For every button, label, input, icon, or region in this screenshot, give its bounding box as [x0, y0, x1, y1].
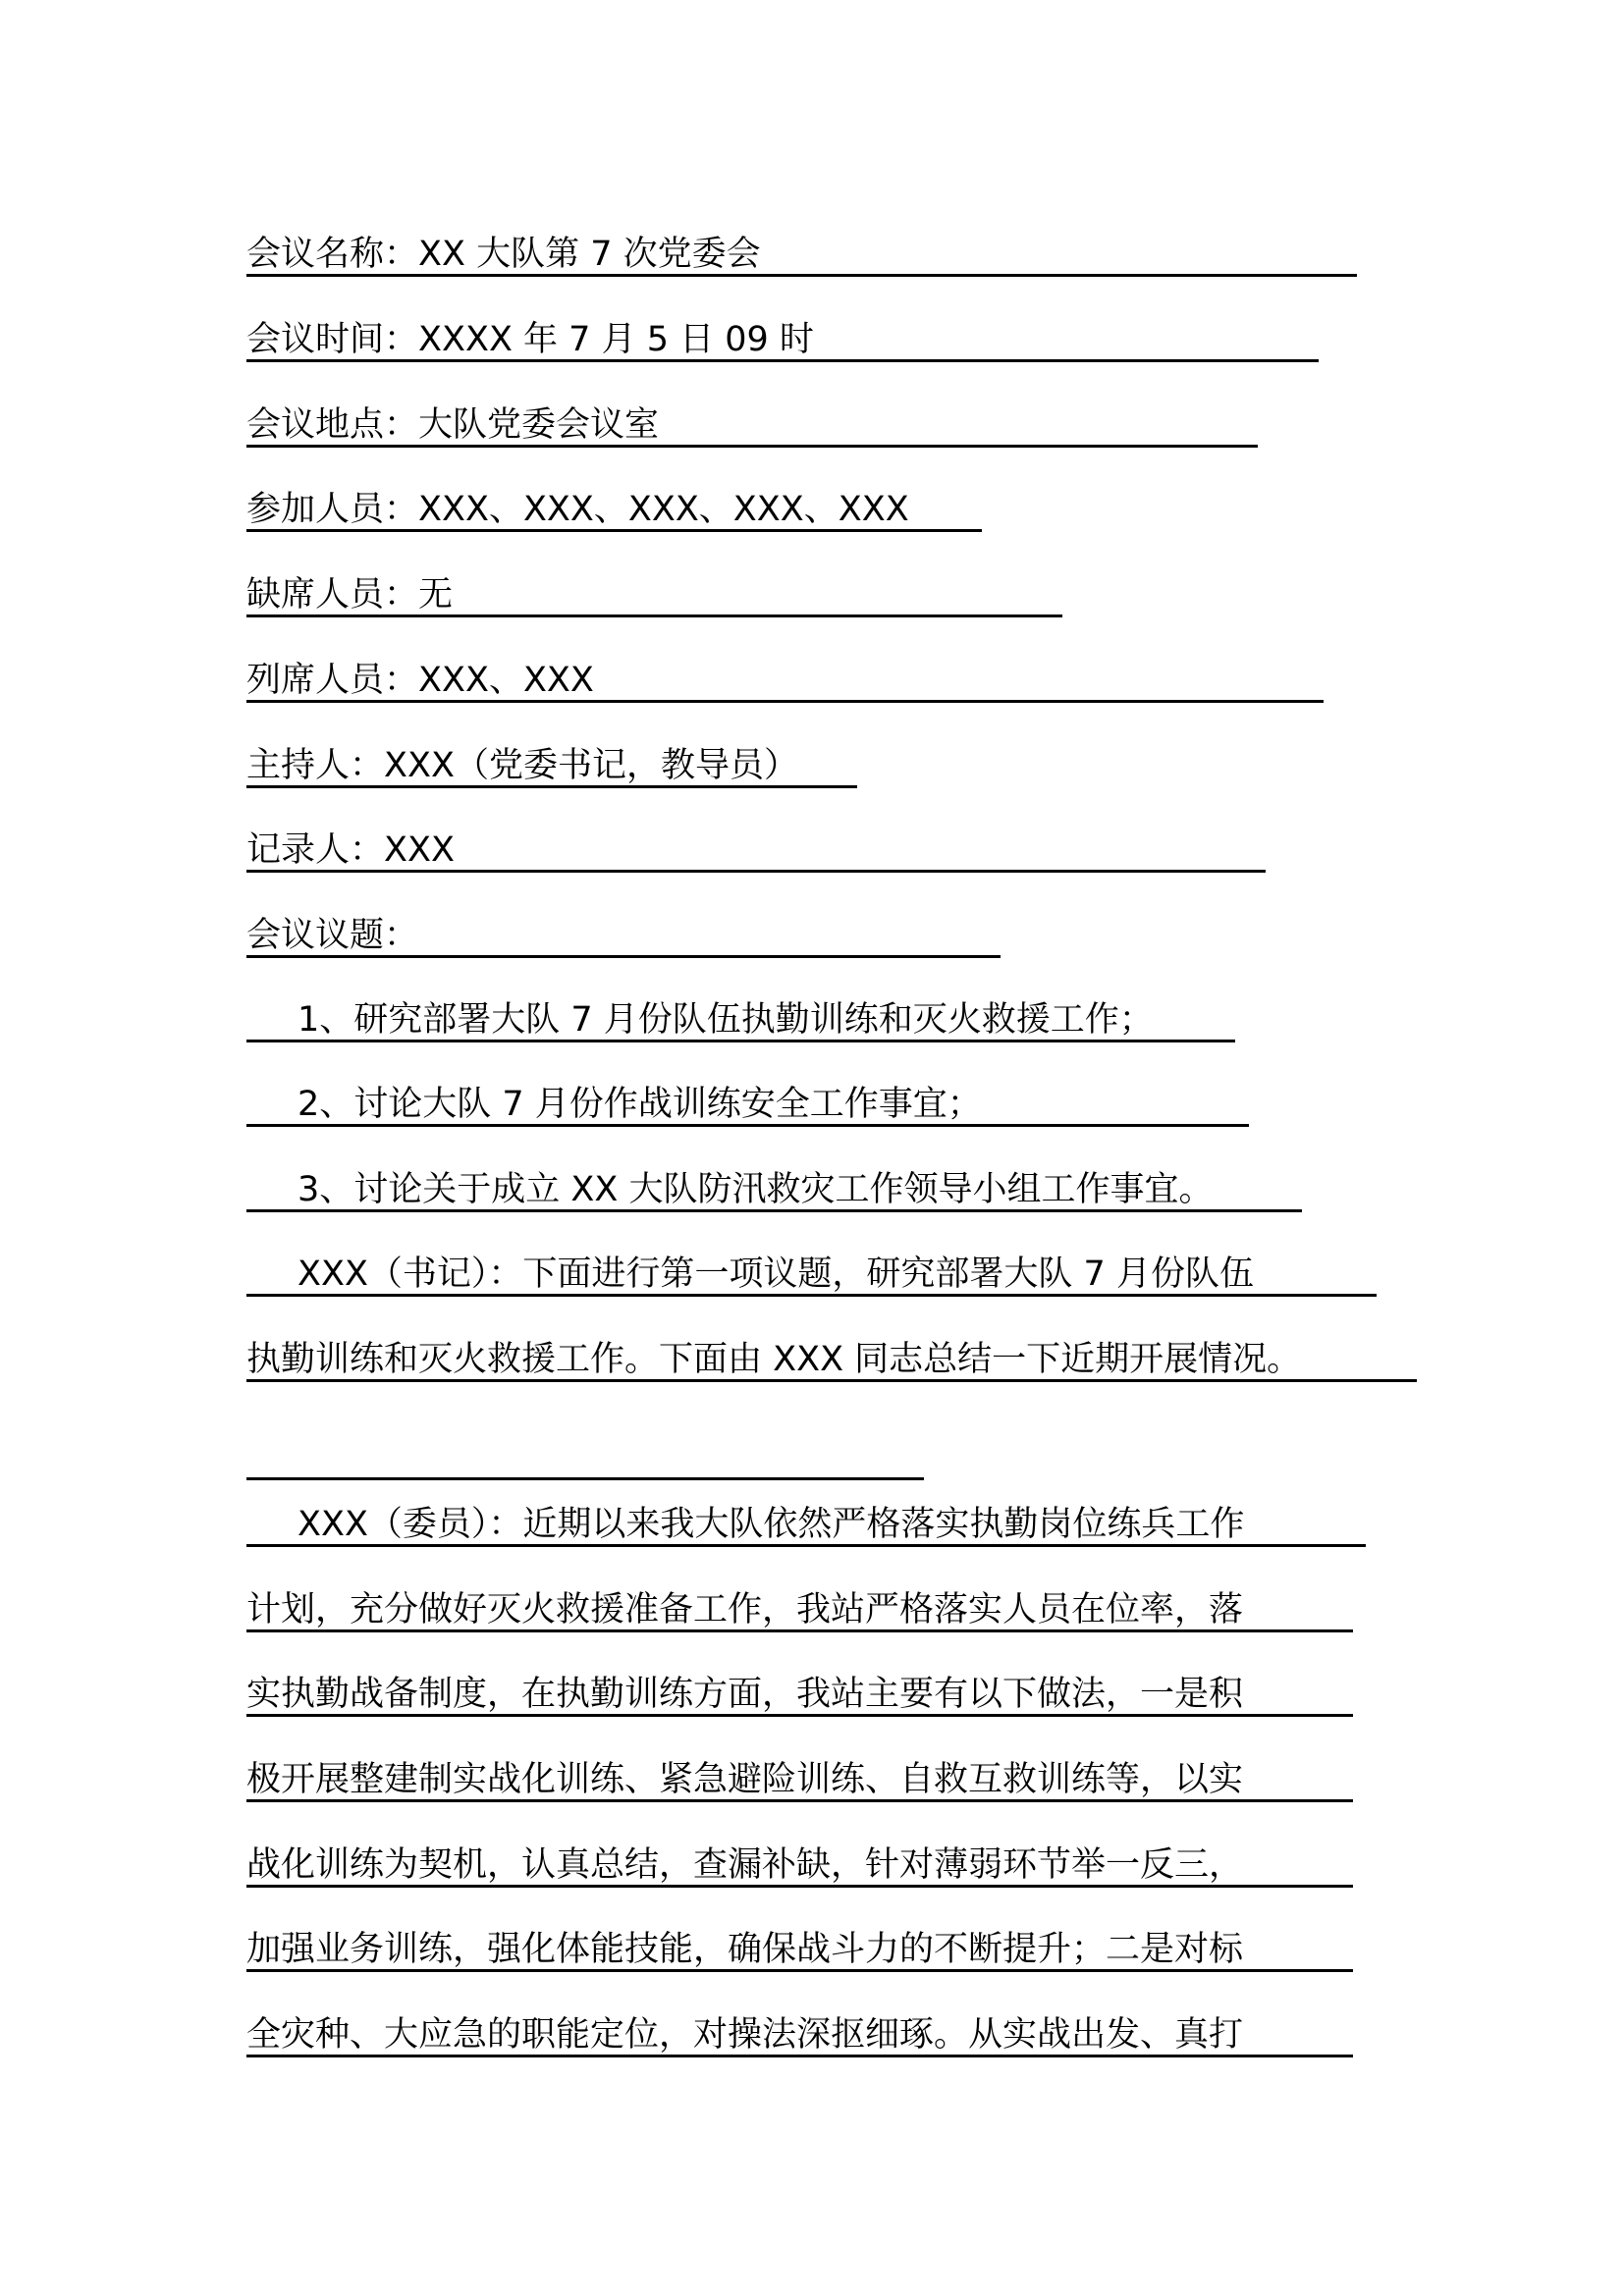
underline [246, 274, 1357, 277]
underline [246, 1124, 1249, 1127]
field-meeting-time-text: 会议时间：XXXX 年 7 月 5 日 09 时 [246, 320, 814, 359]
underline [246, 1969, 1353, 1972]
field-attendees-text: 参加人员：XXX、XXX、XXX、XXX、XXX [246, 490, 909, 529]
paragraph-line-text: 加强业务训练，强化体能技能，确保战斗力的不断提升；二是对标 [246, 1930, 1244, 1969]
underline [246, 1294, 1377, 1297]
field-meeting-name-text: 会议名称：XX 大队第 7 次党委会 [246, 235, 761, 274]
paragraph-line-text: 全灾种、大应急的职能定位，对操法深抠细琢。从实战出发、真打 [246, 2015, 1244, 2055]
field-recorder-text: 记录人：XXX [246, 830, 455, 870]
underline [246, 785, 857, 788]
underline [246, 1629, 1353, 1632]
underline [246, 614, 1062, 617]
field-meeting-location-text: 会议地点：大队党委会议室 [246, 405, 660, 445]
underline [246, 2055, 1353, 2057]
underline [246, 1209, 1302, 1212]
underline [246, 955, 1001, 958]
underline [246, 1379, 1417, 1382]
agenda-item-text: 2、讨论大队 7 月份作战训练安全工作事宜； [298, 1085, 982, 1124]
agenda-item-text: 1、研究部署大队 7 月份队伍执勤训练和灭火救援工作； [298, 1000, 1154, 1040]
underline [246, 445, 1258, 448]
paragraph-line-text: 计划，充分做好灭火救援准备工作，我站严格落实人员在位率，落 [246, 1590, 1244, 1629]
paragraph-line-text: 战化训练为契机，认真总结，查漏补缺，针对薄弱环节举一反三， [246, 1845, 1244, 1885]
underline [246, 700, 1324, 703]
paragraph-line-text: 实执勤战备制度，在执勤训练方面，我站主要有以下做法，一是积 [246, 1675, 1244, 1714]
paragraph-line-text: 极开展整建制实战化训练、紧急避险训练、自救互救训练等，以实 [246, 1760, 1244, 1799]
paragraph-line-text: 执勤训练和灭火救援工作。下面由 XXX 同志总结一下近期开展情况。 [246, 1340, 1302, 1379]
underline [246, 1799, 1353, 1802]
underline [246, 1544, 1366, 1547]
underline [246, 870, 1266, 873]
underline [246, 359, 1319, 362]
agenda-item-text: 3、讨论关于成立 XX 大队防汛救灾工作领导小组工作事宜。 [298, 1170, 1214, 1209]
field-absentees-text: 缺席人员：无 [246, 575, 454, 614]
field-observers-text: 列席人员：XXX、XXX [246, 661, 594, 700]
underline [246, 529, 982, 532]
field-agenda-heading-text: 会议议题： [246, 916, 419, 955]
paragraph-line-text: XXX（书记）：下面进行第一项议题，研究部署大队 7 月份队伍 [298, 1255, 1254, 1294]
underline [246, 1040, 1235, 1042]
underline [246, 1477, 924, 1480]
underline [246, 1885, 1353, 1888]
paragraph-line-text: XXX（委员）：近期以来我大队依然严格落实执勤岗位练兵工作 [298, 1505, 1245, 1544]
underline [246, 1714, 1353, 1717]
field-host-text: 主持人：XXX（党委书记，教导员） [246, 746, 798, 785]
